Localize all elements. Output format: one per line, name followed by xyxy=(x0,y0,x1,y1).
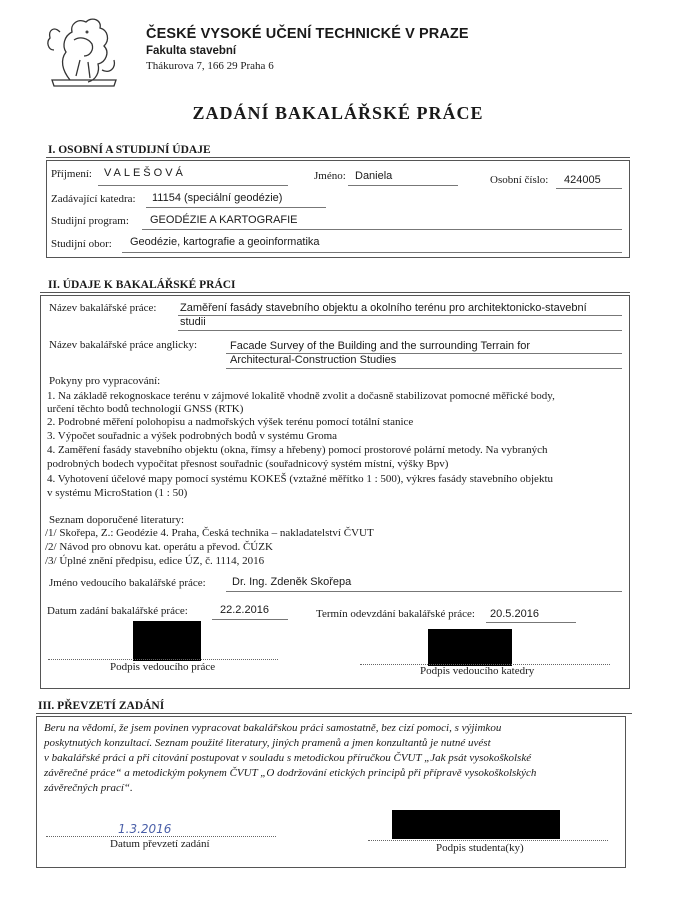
literature-item-2: /2/ Návod pro obnovu kat. operátu a převod. ČÚZK xyxy=(45,541,273,553)
faculty-address: Thákurova 7, 166 29 Praha 6 xyxy=(146,60,274,72)
supervisor-signature-label: Podpis vedoucího práce xyxy=(110,661,216,673)
declaration-line-3: v bakalářské práci a při citování postupovat v souladu s metodickou příručkou ČVUT „Jak psát vysokoškolské xyxy=(44,752,532,764)
deadline-label: Termín odevzdání bakalářské práce: xyxy=(316,608,475,620)
literature-heading: Seznam doporučené literatury: xyxy=(49,514,185,526)
declaration-line-1: Beru na vědomí, že jsem povinen vypracovat bakalářskou práci samostatně, bez cizí pomoci, s výjimkou xyxy=(44,722,502,734)
id-label: Osobní číslo: xyxy=(490,174,549,186)
instruction-line-1: 1. Na základě rekognoskace terénu v zájmové lokalitě vhodně zvolit a dočasně stabilizovat pomocné měřické body, xyxy=(47,390,555,402)
section3-divider xyxy=(36,713,632,714)
section2-heading: II. ÚDAJE K BAKALÁŘSKÉ PRÁCI xyxy=(48,279,236,291)
instruction-line-3: 2. Podrobné měření polohopisu a nadmořských výšek terénu pomocí totální stanice xyxy=(47,416,414,428)
name-value: Daniela xyxy=(355,170,393,182)
declaration-line-4: závěrečné práce“ a metodickým pokynem ČVUT „O dodržování etických principů při přípravě vysokoškolských xyxy=(44,767,537,779)
thesis-title-en-line2: Architectural-Construction Studies xyxy=(230,354,397,366)
instruction-line-6: podrobných bodech vypočítat přesnost souřadnic (souřadnicový systém místní, výšky Bpv) xyxy=(47,458,449,470)
thesis-title-en-line-a xyxy=(226,352,622,354)
declaration-line-2: poskytnutých konzultací. Seznam použité literatury, jiných pramenů a jmen konzultantů je nutné uvést xyxy=(44,737,491,749)
surname-value: VALEŠOVÁ xyxy=(104,167,186,179)
student-signature-label: Podpis studenta(ky) xyxy=(436,842,524,854)
thesis-title-line-a xyxy=(178,314,622,316)
redacted-student-signature xyxy=(392,810,560,839)
redacted-head-signature xyxy=(428,629,512,666)
instruction-line-5: 4. Zaměření fasády stavebního objektu (okna, římsy a hřebeny) pomocí prostorové polární metody. Na vybraných xyxy=(47,444,548,456)
date-received-line xyxy=(46,836,276,837)
date-assigned-value: 22.2.2016 xyxy=(220,604,269,616)
document-title: ZADÁNÍ BAKALÁŘSKÉ PRÁCE xyxy=(192,103,484,123)
thesis-title-line2: studii xyxy=(180,316,206,328)
section1-divider xyxy=(46,157,630,158)
section3-heading: III. PŘEVZETÍ ZADÁNÍ xyxy=(38,700,165,712)
supervisor-label: Jméno vedoucího bakalářské práce: xyxy=(49,577,206,589)
declaration-line-5: závěrečných prací“. xyxy=(44,782,133,794)
literature-item-3: /3/ Úplné znění předpisu, edice ÚZ, č. 1114, 2016 xyxy=(45,555,265,567)
thesis-title-en-line-b xyxy=(226,367,622,369)
deadline-value: 20.5.2016 xyxy=(490,608,539,620)
thesis-title-en-label: Název bakalářské práce anglicky: xyxy=(49,339,198,351)
head-signature-label: Podpis vedoucího katedry xyxy=(420,665,535,677)
redacted-supervisor-signature xyxy=(133,621,201,661)
program-value: GEODÉZIE A KARTOGRAFIE xyxy=(150,214,298,226)
dept-value: 11154 (speciální geodézie) xyxy=(152,192,283,204)
thesis-title-en-line1: Facade Survey of the Building and the surrounding Terrain for xyxy=(230,340,531,352)
instruction-line-4: 3. Výpočet souřadnic a výšek podrobných bodů v systému Groma xyxy=(47,430,338,442)
dept-label: Zadávající katedra: xyxy=(51,193,136,205)
date-received-label: Datum převzetí zadání xyxy=(110,838,210,850)
thesis-title-line1: Zaměření fasády stavebního objektu a okolního terénu pro architektonicko-stavební xyxy=(180,302,587,314)
university-lion-logo xyxy=(40,10,128,90)
thesis-title-label: Název bakalářské práce: xyxy=(49,302,157,314)
date-assigned-label: Datum zadání bakalářské práce: xyxy=(47,605,188,617)
field-label: Studijní obor: xyxy=(51,238,112,250)
instruction-line-2: určení těchto bodů technologií GNSS (RTK) xyxy=(47,403,244,415)
name-label: Jméno: xyxy=(314,170,346,182)
program-label: Studijní program: xyxy=(51,215,129,227)
university-name: ČESKÉ VYSOKÉ UČENÍ TECHNICKÉ V PRAZE xyxy=(146,26,469,42)
supervisor-value: Dr. Ing. Zdeněk Skořepa xyxy=(232,576,352,588)
id-value: 424005 xyxy=(564,174,601,186)
instruction-line-7: 4. Vyhotovení účelové mapy pomocí systému KOKEŠ (vztažné měřítko 1 : 500), výkres fasády stavebního objektu xyxy=(47,473,553,485)
section1-heading: I. OSOBNÍ A STUDIJNÍ ÚDAJE xyxy=(48,144,211,156)
instruction-line-8: v systému MicroStation (1 : 50) xyxy=(47,487,188,499)
handwritten-date: 1.3.2016 xyxy=(118,822,172,836)
faculty-name: Fakulta stavební xyxy=(146,45,237,57)
supervisor-signature-line xyxy=(48,659,278,660)
field-value: Geodézie, kartografie a geoinformatika xyxy=(130,236,320,248)
instructions-heading: Pokyny pro vypracování: xyxy=(49,375,161,387)
section2-divider xyxy=(40,292,630,293)
surname-label: Příjmení: xyxy=(51,168,92,180)
thesis-title-line-b xyxy=(178,329,622,331)
student-signature-line xyxy=(368,840,608,841)
literature-item-1: /1/ Skořepa, Z.: Geodézie 4. Praha, Česká technika – nakladatelství ČVUT xyxy=(45,527,374,539)
